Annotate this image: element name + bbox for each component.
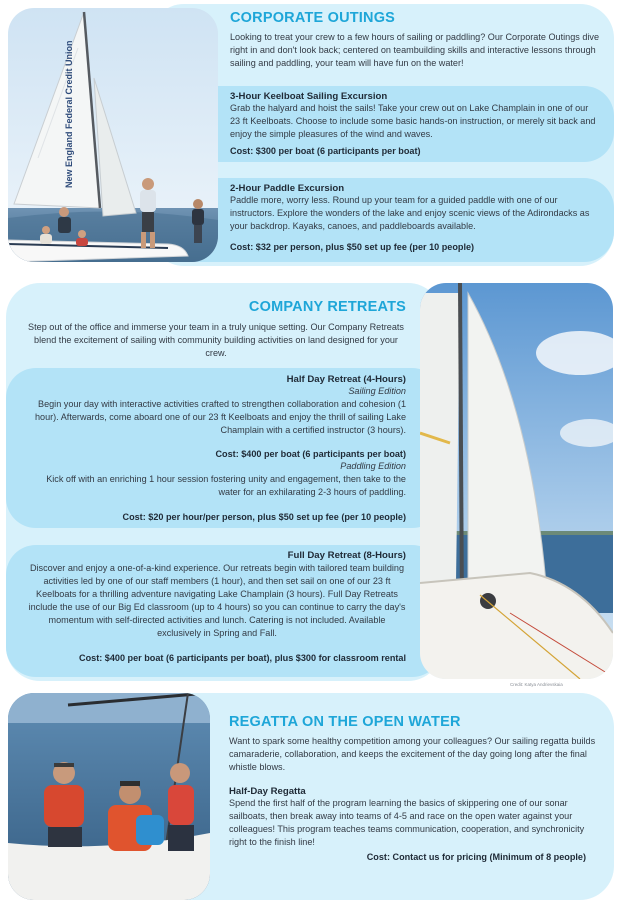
keelboat-excursion-title: 3-Hour Keelboat Sailing Excursion [230, 91, 388, 102]
sailboat-deck-photo [420, 283, 613, 679]
regatta-intro: Want to spark some healthy competition among your colleagues? Our sailing regatta builds camaraderie, collaboration, and keeps the excitement of the day going long after the final whistle blows. [229, 736, 596, 772]
sailing-edition-desc: Begin your day with interactive activities crafted to strengthen collaboration and cohesion (1 hour). Afterwards, come aboard one of our 23 ft Keelboats and enjoy the thrill of sailing Lake Champlain with a certified instructor (3 hours). [34, 399, 406, 435]
sail-logo-text: New England Federal Credit Union [64, 40, 74, 188]
keelboat-excursion-desc: Grab the halyard and hoist the sails! Take your crew out on Lake Champlain in one of our 23 ft Keelboats. Choose to include some basic hands-on instruction, or merely sit back and enjoy the simple pleasures of the wind and waves. [230, 103, 596, 139]
corporate-outings-intro: Looking to treat your crew to a few hours of sailing or paddling? Our Corporate Outings dive right in and don't look back; centered on teambuilding skills and interactive lessons through sailing and paddling, your team will have fun on the water! [230, 32, 600, 68]
sailboat-crew-photo [8, 8, 218, 262]
paddling-edition-cost: Cost: $20 per hour/per person, plus $50 set up fee (per 10 people) [122, 512, 406, 522]
paddle-excursion-title: 2-Hour Paddle Excursion [230, 183, 345, 194]
half-day-regatta-cost: Cost: Contact us for pricing (Minimum of 8 people) [366, 852, 586, 862]
sailing-edition-cost: Cost: $400 per boat (6 participants per boat) [215, 449, 406, 459]
paddle-excursion-desc: Paddle more, worry less. Round up your team for a guided paddle with one of our instructors. Explore the wonders of the lake and enjoy scenic views of the Adirondacks as your backdrop. Kayaks, canoes, and paddleboards available. [230, 195, 590, 231]
full-day-retreat-cost: Cost: $400 per boat (6 participants per boat), plus $300 for classroom rental [79, 653, 406, 663]
paddling-edition-label: Paddling Edition [340, 461, 406, 471]
paddle-excursion-cost: Cost: $32 per person, plus $50 set up fee (per 10 people) [230, 242, 475, 252]
photo-credit: Credit: Katya Andrievskaia [510, 682, 563, 687]
regatta-crew-photo [8, 693, 210, 900]
sailing-edition-label: Sailing Edition [348, 386, 406, 396]
regatta-title: REGATTA ON THE OPEN WATER [229, 714, 461, 730]
half-day-regatta-title: Half-Day Regatta [229, 786, 306, 797]
full-day-retreat-desc: Discover and enjoy a one-of-a-kind experience. Our retreats begin with tailored team building activities led by one of our staff members (1 hour), and then set sail on one of our 23 ft Keelboats for a thrilling adventure navigating Lake Champlain (3 hours). Full Day Retreats include the use of our Big Ed classroom (up to 4 hours) so you can continue to carry the day's momentum with self-directed activities and lunch. Catering is not included. Available exclusively in Spring and Fall. [28, 563, 406, 638]
company-retreats-intro: Step out of the office and immerse your team in a truly unique setting. Our Company Retreats blend the excitement of sailing with community building activities on land designed for your crew. [28, 322, 404, 358]
company-retreats-title: COMPANY RETREATS [248, 299, 406, 315]
paddling-edition-desc: Kick off with an enriching 1 hour session fostering unity and engagement, then take to the water for an exhilarating 2-3 hours of paddling. [46, 474, 406, 497]
half-day-regatta-desc: Spend the first half of the program learning the basics of skippering one of our sonar sailboats, then break away into teams of 4-5 and race on the open water against your colleagues! This program teaches teams communication, cooperation, and synchronicity right to the finish line! [229, 798, 585, 847]
half-day-retreat-title: Half Day Retreat (4-Hours) [286, 374, 406, 385]
corporate-outings-title: CORPORATE OUTINGS [230, 10, 396, 26]
keelboat-excursion-cost: Cost: $300 per boat (6 participants per boat) [230, 146, 421, 156]
full-day-retreat-title: Full Day Retreat (8-Hours) [287, 550, 406, 561]
